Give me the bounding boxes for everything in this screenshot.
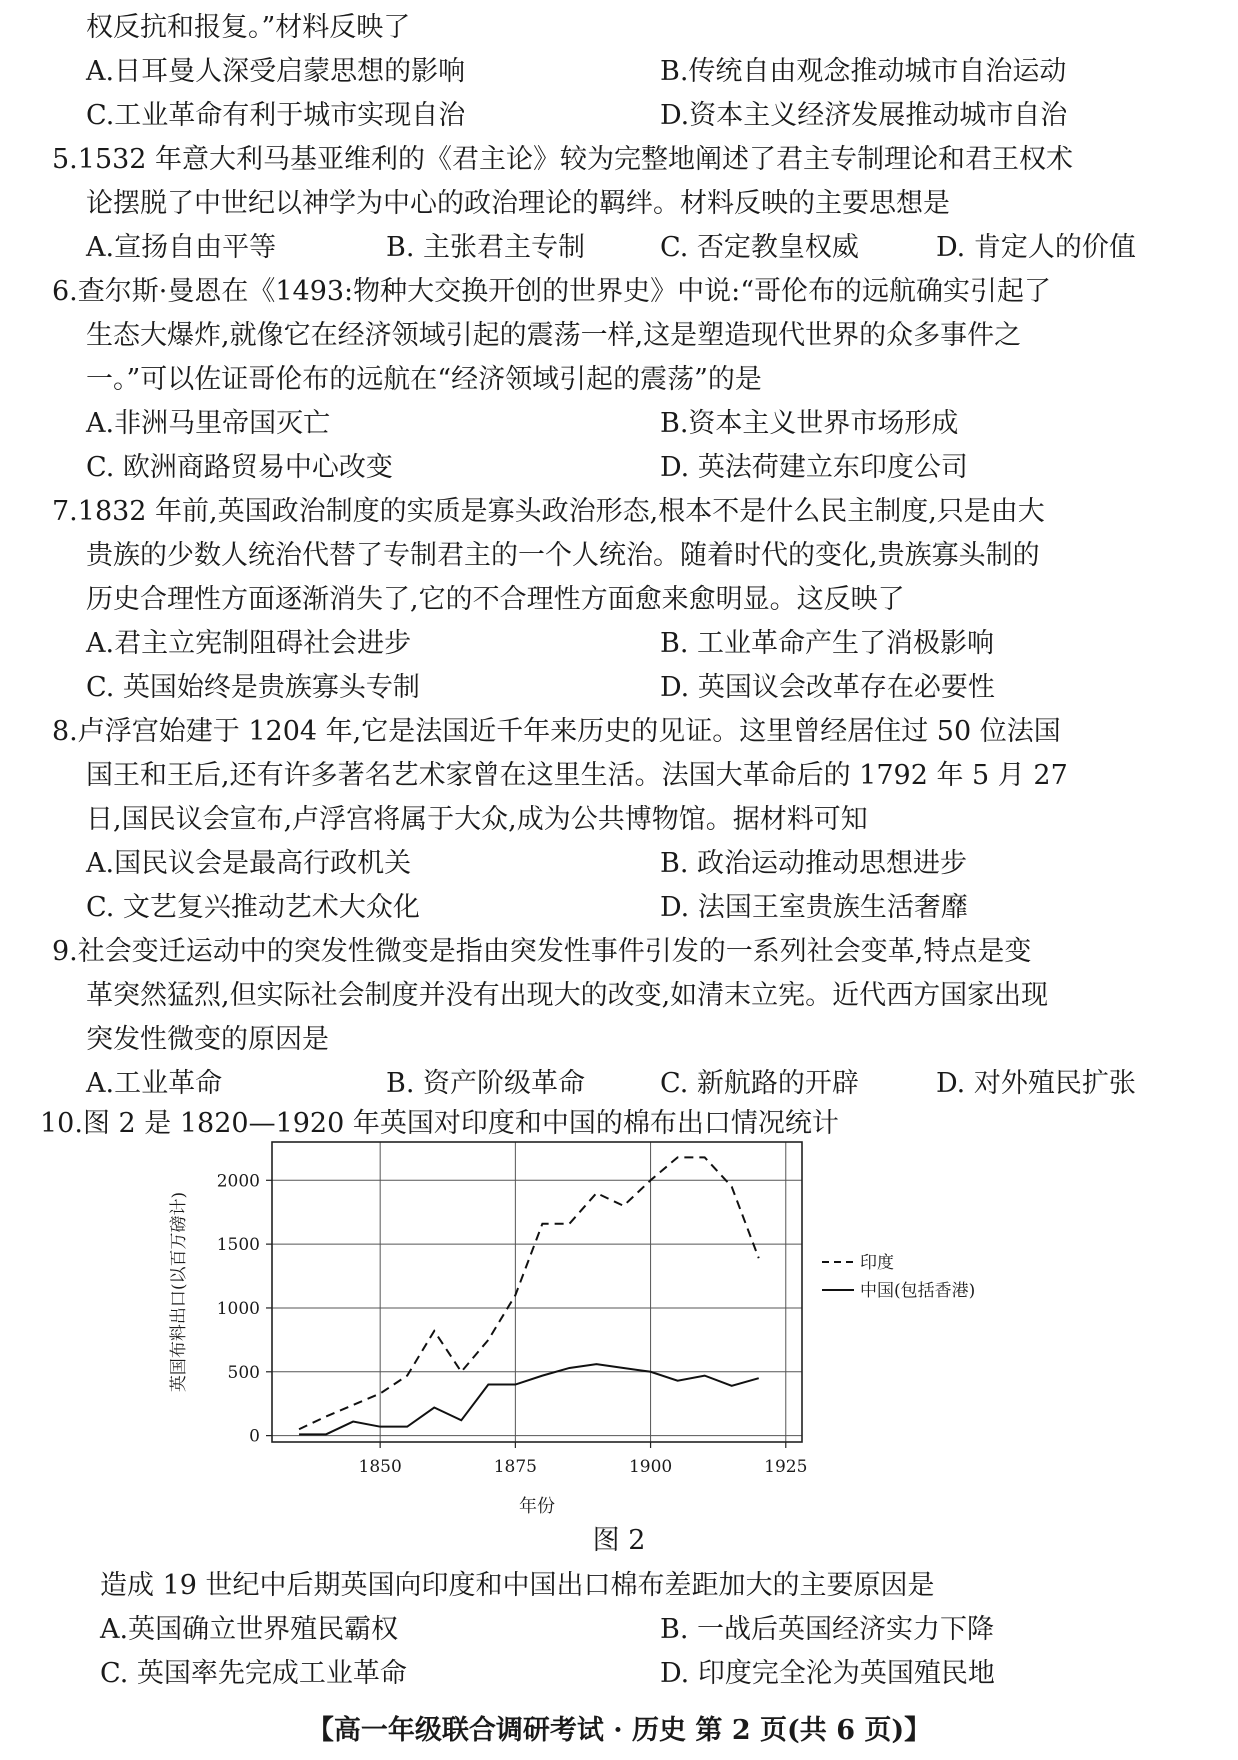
x-tick-label: 1900 — [628, 1457, 673, 1477]
q8-line-2: 国王和王后,还有许多著名艺术家曾在这里生活。法国大革命后的 1792 年 5 月 27 — [86, 760, 1068, 791]
q9-line-3: 突发性微变的原因是 — [86, 1024, 329, 1055]
q5-option-a: A.宣扬自由平等 — [86, 232, 277, 263]
q7-line-3: 历史合理性方面逐渐消失了,它的不合理性方面愈来愈明显。这反映了 — [86, 584, 905, 615]
q7-option-c: C. 英国始终是贵族寡头专制 — [86, 672, 420, 703]
x-tick-label: 1925 — [764, 1457, 808, 1477]
legend-label: 印度 — [860, 1253, 894, 1273]
figure-caption: 图 2 — [592, 1525, 646, 1556]
q8-option-c: C. 文艺复兴推动艺术大众化 — [86, 892, 420, 923]
y-tick-label: 0 — [249, 1426, 260, 1447]
q7-option-d: D. 英国议会改革存在必要性 — [660, 672, 995, 703]
q6-line-3: 一。”可以佐证哥伦布的远航在“经济领域引起的震荡”的是 — [86, 364, 762, 395]
q10-intro: 10.图 2 是 1820—1920 年英国对印度和中国的棉布出口情况统计 — [40, 1108, 839, 1139]
q4-option-a: A.日耳曼人深受启蒙思想的影响 — [86, 56, 466, 87]
x-tick-label: 1875 — [493, 1457, 538, 1477]
y-tick-label: 1500 — [216, 1235, 260, 1256]
q9-option-c: C. 新航路的开辟 — [660, 1068, 859, 1099]
q7-line-1: 7.1832 年前,英国政治制度的实质是寡头政治形态,根本不是什么民主制度,只是由大 — [52, 496, 1045, 527]
q5-line-1: 5.1532 年意大利马基亚维利的《君主论》较为完整地阐述了君主专制理论和君王权术 — [52, 144, 1074, 175]
series-line-india — [299, 1157, 759, 1429]
plot-frame — [272, 1142, 802, 1442]
q4-option-c: C.工业革命有利于城市实现自治 — [86, 100, 466, 131]
q8-option-d: D. 法国王室贵族生活奢靡 — [660, 892, 968, 923]
q9-option-a: A.工业革命 — [86, 1068, 223, 1099]
legend-label: 中国(包括香港) — [860, 1281, 976, 1301]
q4-option-d: D.资本主义经济发展推动城市自治 — [660, 100, 1068, 131]
q10-option-a: A.英国确立世界殖民霸权 — [100, 1614, 399, 1645]
q7-option-a: A.君主立宪制阻碍社会进步 — [86, 628, 412, 659]
q9-line-1: 9.社会变迁运动中的突发性微变是指由突发性事件引发的一系列社会变革,特点是变 — [52, 936, 1032, 967]
q6-option-d: D. 英法荷建立东印度公司 — [660, 452, 968, 483]
q6-option-b: B.资本主义世界市场形成 — [660, 408, 959, 439]
q6-line-2: 生态大爆炸,就像它在经济领域引起的震荡一样,这是塑造现代世界的众多事件之 — [86, 320, 1022, 351]
q6-option-a: A.非洲马里帝国灭亡 — [86, 408, 331, 439]
q5-line-2: 论摆脱了中世纪以神学为中心的政治理论的羁绊。材料反映的主要思想是 — [86, 188, 950, 219]
q9-option-b: B. 资产阶级革命 — [386, 1068, 586, 1099]
y-axis-label: 英国布料出口(以百万磅计) — [169, 1191, 189, 1393]
q8-line-3: 日,国民议会宣布,卢浮宫将属于大众,成为公共博物馆。据材料可知 — [86, 804, 868, 835]
q7-line-2: 贵族的少数人统治代替了专制君主的一个人统治。随着时代的变化,贵族寡头制的 — [86, 540, 1040, 571]
q8-option-b: B. 政治运动推动思想进步 — [660, 848, 968, 879]
q10-option-d: D. 印度完全沦为英国殖民地 — [660, 1658, 995, 1689]
q4-text: 权反抗和报复。”材料反映了 — [86, 12, 411, 43]
q5-option-d: D. 肯定人的价值 — [936, 232, 1136, 263]
chart-svg — [169, 1132, 976, 1522]
y-tick-label: 1000 — [216, 1298, 260, 1319]
q5-option-c: C. 否定教皇权威 — [660, 232, 859, 263]
q8-line-1: 8.卢浮宫始建于 1204 年,它是法国近千年来历史的见证。这里曾经居住过 50 位法国 — [52, 716, 1061, 747]
q6-line-1: 6.查尔斯·曼恩在《1493:物种大交换开创的世界史》中说:“哥伦布的远航确实引起了 — [52, 276, 1052, 307]
page-footer: 【高一年级联合调研考试 · 历史 第 2 页(共 6 页)】 — [306, 1715, 932, 1746]
x-axis-label: 年份 — [519, 1496, 555, 1517]
q10-question: 造成 19 世纪中后期英国向印度和中国出口棉布差距加大的主要原因是 — [100, 1570, 935, 1601]
y-tick-label: 500 — [227, 1362, 260, 1383]
q10-option-c: C. 英国率先完成工业革命 — [100, 1658, 407, 1689]
q7-option-b: B. 工业革命产生了消极影响 — [660, 628, 995, 659]
q8-option-a: A.国民议会是最高行政机关 — [86, 848, 412, 879]
q4-option-b: B.传统自由观念推动城市自治运动 — [660, 56, 1067, 87]
q9-line-2: 革突然猛烈,但实际社会制度并没有出现大的改变,如清末立宪。近代西方国家出现 — [86, 980, 1049, 1011]
x-tick-label: 1850 — [358, 1457, 402, 1477]
q10-option-b: B. 一战后英国经济实力下降 — [660, 1614, 995, 1645]
cotton-export-chart — [169, 1132, 976, 1522]
q5-option-b: B. 主张君主专制 — [386, 232, 586, 263]
y-tick-label: 2000 — [216, 1171, 260, 1192]
q6-option-c: C. 欧洲商路贸易中心改变 — [86, 452, 393, 483]
q9-option-d: D. 对外殖民扩张 — [936, 1068, 1136, 1099]
